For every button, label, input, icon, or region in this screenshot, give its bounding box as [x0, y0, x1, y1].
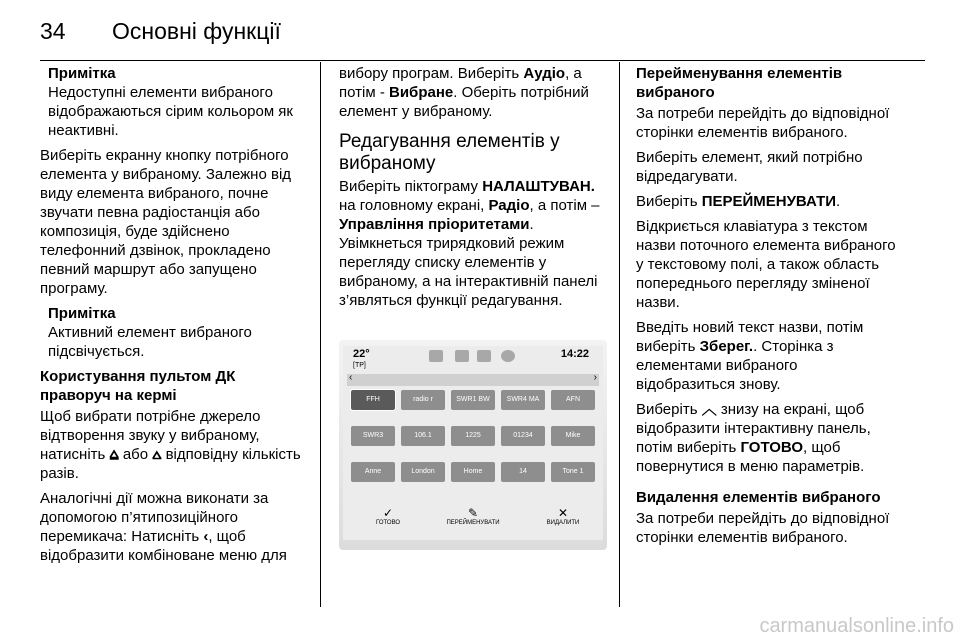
note-title: Примітка: [48, 65, 116, 82]
action-label: ВИДАЛИТИ: [546, 520, 580, 526]
favourites-up-icon: ⩠: [109, 446, 119, 463]
paragraph: Відкриється клавіатура з текстом назви поточного елемента вибраного у текстовому полі, а також область попереднього перегляду зміненої назви.: [636, 218, 896, 311]
favourite-tile[interactable]: SWR4 MA: [501, 390, 545, 410]
text: , щоб повернутися в меню параметрів.: [636, 439, 865, 475]
music-icon: [429, 350, 443, 362]
page-header: [40, 8, 925, 56]
paragraph: За потреби перейдіть до відповідної сторінки елементів вибраного.: [636, 105, 890, 141]
action-button[interactable]: [353, 506, 423, 526]
bold-term: Вибране: [389, 84, 454, 101]
favourite-tile[interactable]: FFH: [351, 390, 395, 410]
watermark: carmanualsonline.info: [759, 615, 954, 637]
text: або: [122, 446, 149, 463]
status-icon: [501, 350, 515, 362]
section-title: Видалення елементів вибраного: [636, 489, 881, 506]
bold-term: ГОТОВО: [740, 439, 804, 456]
favourite-tile[interactable]: Mike: [551, 426, 595, 446]
text: .: [836, 193, 841, 210]
paragraph: [339, 64, 611, 121]
favourite-tile[interactable]: AFN: [551, 390, 595, 410]
chevron-up-icon: ︿: [701, 401, 717, 418]
text: Виберіть: [636, 193, 698, 210]
column-divider-1: [320, 62, 321, 607]
paragraph: [40, 407, 308, 483]
chevron-left-icon[interactable]: ‹: [349, 372, 353, 383]
bold-term: НАЛАШТУВАН.: [482, 178, 595, 195]
favourite-tile[interactable]: 106.1: [401, 426, 445, 446]
favourite-tile[interactable]: 01234: [501, 426, 545, 446]
text: , а потім -: [339, 65, 582, 101]
favourite-tile[interactable]: Tone 1: [551, 462, 595, 482]
note-1: [40, 64, 308, 140]
infotainment-screen: [339, 340, 607, 550]
favourite-tile[interactable]: Home: [451, 462, 495, 482]
text: вибору програм. Виберіть: [339, 65, 520, 82]
text: на головному екрані,: [339, 197, 485, 214]
bold-term: ПЕРЕЙМЕНУВАТИ: [701, 193, 837, 210]
action-label: ГОТОВО: [375, 520, 401, 526]
page-title: Основні функції: [112, 18, 281, 44]
favourite-tile[interactable]: 1225: [451, 426, 495, 446]
text: Щоб вибрати потрібне джерело відтворення звуку у вибраному, натисніть: [40, 408, 261, 463]
temperature: 22°: [353, 348, 370, 360]
paragraph: [339, 177, 611, 310]
section-heading: Редагування елементів у вибраному: [339, 131, 560, 174]
phone-icon: [477, 350, 491, 362]
favourite-tile[interactable]: SWR3: [351, 426, 395, 446]
chevron-left-icon: ‹: [203, 528, 209, 545]
text: , щоб відобразити комбіноване меню для: [40, 528, 287, 564]
text: . Сторінка з елементами вибраного відобразиться знову.: [636, 338, 834, 393]
paragraph: За потреби перейдіть до відповідної сторінки елементів вибраного.: [636, 510, 890, 546]
note-title: Примітка: [48, 305, 116, 322]
paragraph: [636, 192, 900, 211]
favourite-tile[interactable]: London: [401, 462, 445, 482]
bold-term: Радіо: [488, 197, 530, 214]
favourite-tile[interactable]: SWR1 BW: [451, 390, 495, 410]
text: Виберіть: [636, 401, 698, 418]
page-navigation: [347, 374, 599, 386]
paragraph: Виберіть екранну кнопку потрібного елемента у вибраному. Залежно від виду елемента вибраного, почне звучати певна радіостанція або композиція, буде здійснено телефонний дзвінок, прокладено певний маршрут або запущено програму.: [40, 147, 292, 297]
bold-term: Управління пріоритетами: [339, 216, 530, 233]
text: , а потім –: [529, 197, 600, 214]
action-icon: ✕: [557, 506, 569, 520]
action-label: ПЕРЕЙМЕНУВАТИ: [446, 520, 500, 526]
text: Аналогічні дії можна виконати за допомогою п’ятипозиційного перемикача: Натисніть: [40, 490, 269, 545]
clock: 14:22: [560, 348, 589, 360]
screen-display: [343, 346, 603, 540]
action-icon: ✓: [382, 506, 394, 520]
action-button[interactable]: [438, 506, 508, 526]
media-icon: [455, 350, 469, 362]
action-button[interactable]: [528, 506, 598, 526]
bold-term: Зберег.: [699, 338, 754, 355]
interaction-panel: [343, 506, 603, 536]
favourite-tile[interactable]: radio r: [401, 390, 445, 410]
text: . Оберіть потрібний елемент у вибраному.: [339, 84, 589, 120]
paragraph: [636, 318, 900, 394]
tp-indicator: [TP]: [353, 362, 366, 369]
text: Введіть новий текст назви, потім виберіть: [636, 319, 864, 355]
favourite-tile[interactable]: Anne: [351, 462, 395, 482]
text: відповідну кількість разів.: [40, 446, 301, 482]
header-rule: [40, 60, 925, 61]
note-2: [40, 304, 308, 361]
paragraph: Виберіть елемент, який потрібно відредагувати.: [636, 149, 863, 185]
section-title: Перейменування елементів вибраного: [636, 65, 843, 101]
text: . Увімкнеться трирядковий режим перегляду списку елементів у вибраному, а на інтерактивній панелі з’являться функції редагування.: [339, 216, 598, 309]
column-divider-2: [619, 62, 620, 607]
favourites-down-icon: ⩟: [152, 446, 162, 463]
note-text: Активний елемент вибраного підсвічується.: [48, 324, 252, 360]
chevron-right-icon[interactable]: ›: [593, 372, 597, 383]
column-3: [636, 64, 900, 553]
paragraph: [636, 400, 900, 476]
page-number: 34: [40, 18, 66, 44]
note-text: Недоступні елементи вибраного відображаються сірим кольором як неактивні.: [48, 84, 293, 139]
paragraph: [40, 489, 308, 565]
favourite-tile[interactable]: 14: [501, 462, 545, 482]
action-icon: ✎: [467, 506, 479, 520]
text: знизу на екрані, щоб відобразити інтерактивну панель, потім виберіть: [636, 401, 871, 456]
text: Виберіть піктограму: [339, 178, 479, 195]
section-title: Користування пультом ДК праворуч на кермі: [40, 368, 236, 404]
bold-term: Аудіо: [523, 65, 566, 82]
column-1: [40, 64, 308, 571]
column-2: [339, 64, 611, 316]
